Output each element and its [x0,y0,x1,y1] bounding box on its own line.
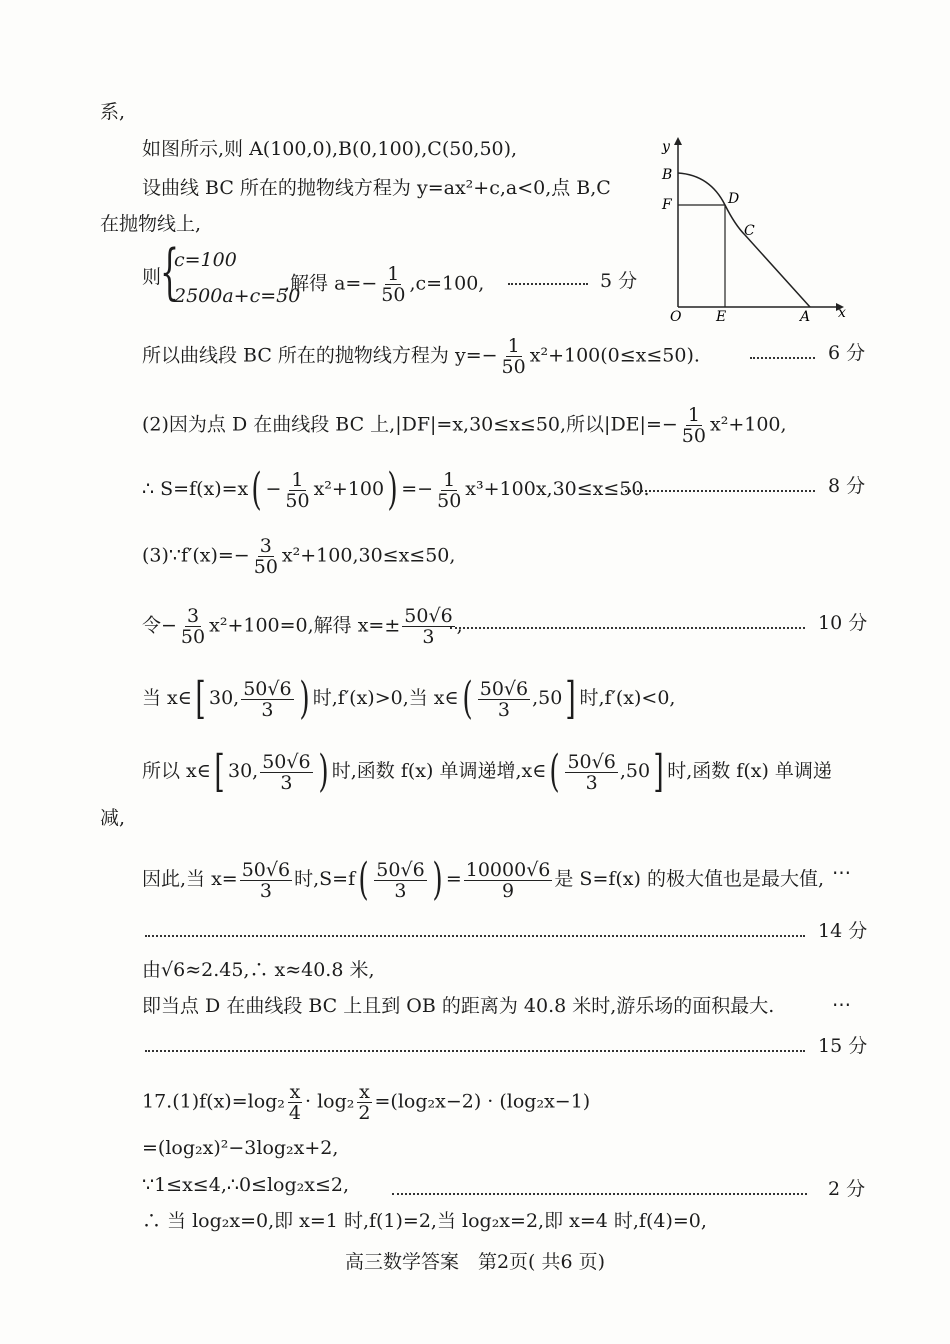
text-line: 如图所示,则 A(100,0),B(0,100),C(50,50), [142,138,518,160]
text-line: (3)∵f′(x)=− $\frac{3}{50}$ x²+100,30≤x≤50, [142,535,456,578]
text-line: 减, [100,807,126,829]
y-axis-arrow [674,137,682,145]
label-b: B [662,167,673,183]
text-line: 即当点 D 在曲线段 BC 上且到 OB 的距离为 40.8 米时,游乐场的面积最大. [142,995,775,1017]
text-line: 系, [100,101,126,123]
text-line: ∵1≤x≤4,∴0≤log₂x≤2, [142,1174,350,1196]
text-line: ,解得 a=− $\frac{1}{50}$ ,c=100, [284,263,485,306]
text-line: 当 x∈[ 30, $\frac{50√6}{3}$ ) 时,f′(x)>0,当 x∈( $\frac{50√6}{3}$ ,50] 时,f′(x)<0, [142,673,676,724]
dot-leader [625,490,815,492]
text-line: 由√6≈2.45,∴ x≈40.8 米, [142,959,375,981]
score-label: 8 分 [828,475,866,497]
label-c: C [744,223,755,239]
dot-leader [392,1193,807,1195]
label-y: y [662,139,670,155]
label-a: A [800,309,811,325]
label-x: x [838,305,846,321]
text-line: 17.(1)f(x)=log₂ $\frac{x}{4}$ · log₂ $\frac{x}{2}$ =(log₂x−2) · (log₂x−1) [142,1081,591,1124]
equation: 2500a+c=50 [174,285,301,307]
score-label: 5 分 [600,270,638,292]
text-line: 所以曲线段 BC 所在的抛物线方程为 y=− $\frac{1}{50}$ x²+100(0≤x≤50). [142,335,700,378]
text-line: ∴ S=f(x)=x( − $\frac{1}{50}$ x²+100) =− $\frac{1}{50}$ x³+100x,30≤x≤50. [142,464,650,515]
page-footer: 高三数学答案 第2页( 共6 页) [344,1251,606,1273]
text-line: =(log₂x)²−3log₂x+2, [142,1137,339,1159]
dot-leader [145,1050,805,1052]
text-line: 则 [142,266,162,288]
label-d: D [728,191,740,207]
text-line: 因此,当 x= $\frac{50√6}{3}$ 时,S=f( $\frac{50√6}{3}$ ) = $\frac{10000√6}{9}$ 是 S=f(x) 的极大值也是最大值, [142,854,825,905]
brace-symbol: { [160,237,180,307]
score-label: 14 分 [818,920,868,942]
dot-leader [450,627,805,629]
dot-leader [145,935,805,937]
label-e: E [716,309,727,325]
ellipsis: ⋯ [832,862,851,884]
score-label: 6 分 [828,342,866,364]
dot-leader [508,283,588,285]
equation: c=100 [174,249,237,271]
text-line: 所以 x∈[ 30, $\frac{50√6}{3}$ ) 时,函数 f(x) 单调递增,x∈( $\frac{50√6}{3}$ ,50] 时,函数 f(x) 单调递 [142,746,832,797]
figure-diagram [650,135,850,325]
score-label: 10 分 [818,612,868,634]
label-f: F [662,197,672,213]
text-line: 设曲线 BC 所在的抛物线方程为 y=ax²+c,a<0,点 B,C [142,177,611,199]
text-line: 令− $\frac{3}{50}$ x²+100=0,解得 x=± $\frac{50√6}{3}$ , [142,605,463,648]
text-line: 在抛物线上, [100,213,202,235]
text-line: ∴ 当 log₂x=0,即 x=1 时,f(1)=2,当 log₂x=2,即 x=4 时,f(4)=0, [142,1210,707,1232]
score-label: 2 分 [828,1178,866,1200]
label-o: O [670,309,682,325]
curve-bc [678,173,810,307]
dot-leader [750,357,815,359]
ellipsis: ⋯ [832,994,851,1016]
text-line: (2)因为点 D 在曲线段 BC 上,|DF|=x,30≤x≤50,所以|DE|=− $\frac{1}{50}$ x²+100, [142,404,787,447]
score-label: 15 分 [818,1035,868,1057]
